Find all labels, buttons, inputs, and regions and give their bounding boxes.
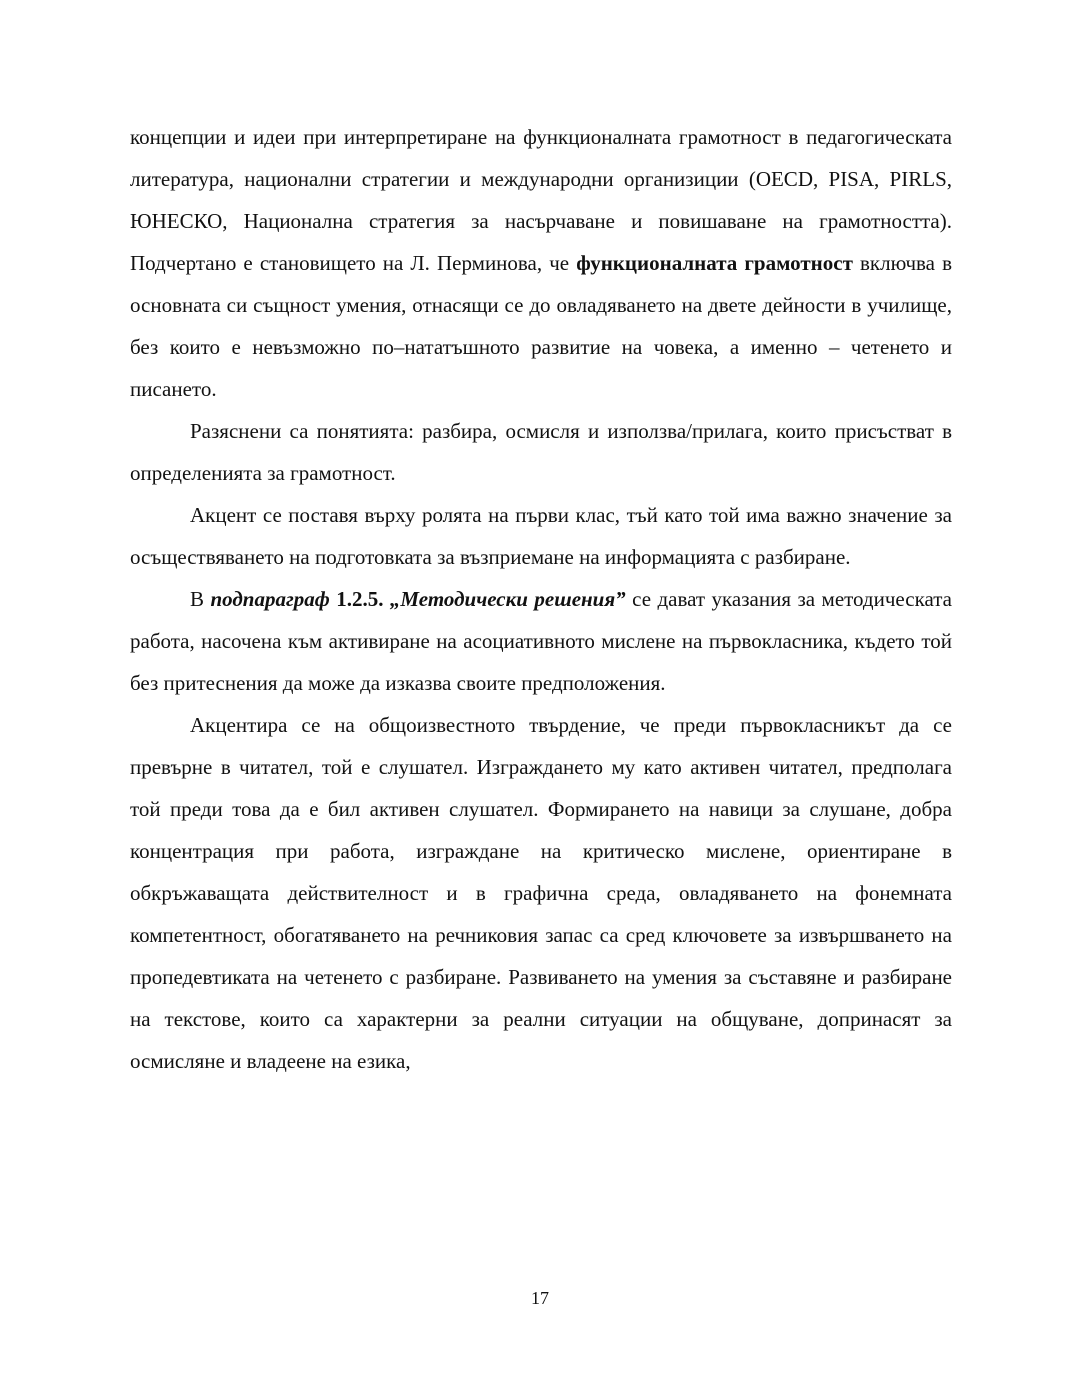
text-run: се дават указания за методическата работа, насочена към активиране на асоциативното мислене на първокласника, където той без притеснения да може да изказва своите предположения. — [130, 587, 952, 695]
paragraph-3 — [130, 494, 952, 578]
paragraph-4 — [130, 578, 952, 704]
text-run: включва в основната си същност умения, отнасящи се до овладяването на двете дейности в училище, без които е невъзможно по–нататъшното развитие на човека, а именно – четенето и писането. — [130, 251, 952, 401]
text-run-bold-italic: „Методически решения” — [389, 587, 626, 611]
paragraph-2 — [130, 410, 952, 494]
text-run: Разяснени са понятията: разбира, осмисля и използва/прилага, които присъстват в определенията за грамотност. — [130, 419, 952, 485]
page-number: 17 — [531, 1288, 549, 1308]
text-run: Акцент се поставя върху ролята на първи клас, тъй като той има важно значение за осъществяването на подготовката за възприемане на информацията с разбиране. — [130, 503, 952, 569]
text-run: В — [190, 587, 211, 611]
text-run-bold: функционалната грамотност — [576, 251, 853, 275]
text-run: концепции и идеи при интерпретиране на функционалната грамотност в педагогическата литература, национални стратегии и международни организиции (OECD, PISA, PIRLS, ЮНЕСКО, Национална стратегия за насърчаване и повишаване на грамотността). Подчертано е становището на Л. Перминова, че — [130, 125, 952, 275]
text-run: Акцентира се на общоизвестното твърдение, че преди първокласникът да се превърне в читател, той е слушател. Изграждането му като активен читател, предполага той преди това да е бил активен слушател. Формирането на навици за слушане, добра концентрация при работа, изграждане на критическо мислене, ориентиране в обкръжаващата действителност и в графична среда, овладяването на фонемната компетентност, обогатяването на речниковия запас са сред ключовете за извършването на пропедевтиката на четенето с разбиране. Развиването на умения за съставяне и разбиране на текстове, които са характерни за реални ситуации на общуване, допринасят за осмисляне и владеене на езика, — [130, 713, 952, 1073]
page-content — [130, 116, 952, 1082]
paragraph-5 — [130, 704, 952, 1082]
text-run-bold: 1.2.5. — [336, 587, 390, 611]
text-run-bold-italic: подпараграф — [210, 587, 337, 611]
paragraph-1 — [130, 116, 952, 410]
